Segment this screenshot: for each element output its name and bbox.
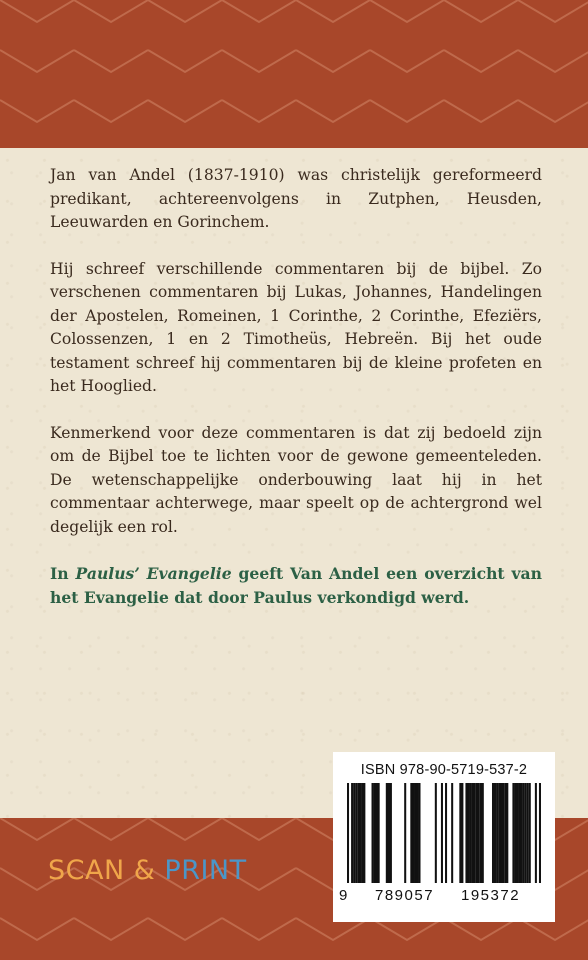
publisher-logo-print: PRINT bbox=[164, 855, 247, 886]
chevron-stroke bbox=[444, 100, 518, 122]
barcode-bar bbox=[521, 783, 523, 883]
barcode-bar bbox=[376, 783, 380, 883]
chevron-stroke bbox=[148, 100, 222, 122]
barcode-bar bbox=[347, 783, 349, 883]
barcode-bar bbox=[467, 783, 469, 883]
chevron-stroke bbox=[74, 818, 148, 840]
chevron-stroke bbox=[296, 50, 370, 72]
chevron-stroke bbox=[444, 50, 518, 72]
barcode-bar bbox=[535, 783, 537, 883]
publisher-logo-scan: SCAN bbox=[48, 855, 125, 886]
barcode-bar bbox=[353, 783, 355, 883]
barcode-bar bbox=[525, 783, 527, 883]
chevron-stroke bbox=[0, 0, 74, 22]
barcode-bar bbox=[445, 783, 447, 883]
barcode-bar bbox=[351, 783, 353, 883]
book-title-italic: Paulus’ Evangelie bbox=[75, 564, 232, 583]
barcode-bar bbox=[412, 783, 414, 883]
chevron-stroke bbox=[296, 100, 370, 122]
chevron-stroke bbox=[444, 0, 518, 22]
barcode-bar bbox=[359, 783, 361, 883]
barcode-bar bbox=[516, 783, 518, 883]
chevron-stroke bbox=[74, 100, 148, 122]
chevron-pattern-top bbox=[0, 0, 588, 148]
barcode-bar bbox=[514, 783, 516, 883]
barcode-bar bbox=[523, 783, 525, 883]
barcode-bar bbox=[480, 783, 484, 883]
barcode-bar bbox=[539, 783, 541, 883]
publisher-logo-ampersand: & bbox=[133, 855, 156, 886]
chevron-stroke bbox=[74, 918, 148, 940]
barcode-bar bbox=[459, 783, 463, 883]
barcode-bars bbox=[347, 783, 541, 883]
barcode-bar bbox=[512, 783, 514, 883]
chevron-stroke bbox=[518, 0, 588, 22]
barcode-digits-right: 195372 bbox=[461, 887, 521, 904]
summary-prefix: In bbox=[50, 564, 76, 583]
chevron-stroke bbox=[518, 100, 588, 122]
barcode-bar bbox=[441, 783, 443, 883]
barcode-bar bbox=[355, 783, 357, 883]
barcode-digit-first: 9 bbox=[339, 887, 349, 904]
barcode-bar bbox=[372, 783, 374, 883]
paragraph-author-bio: Jan van Andel (1837-1910) was christelijk gereformeerd predikant, achtereenvolgens in Zutphen, Heusden, Leeuwarden en Gorinchem. bbox=[50, 166, 542, 231]
chevron-stroke bbox=[222, 50, 296, 72]
chevron-stroke bbox=[74, 50, 148, 72]
barcode-bar bbox=[527, 783, 529, 883]
top-pattern-band bbox=[0, 0, 588, 148]
summary-suffix: geeft Van Andel een overzicht van het Evangelie dat door Paulus verkondigd werd. bbox=[50, 564, 542, 607]
barcode-bar bbox=[451, 783, 453, 883]
chevron-stroke bbox=[0, 100, 74, 122]
paragraph-characteristics: Kenmerkend voor deze commentaren is dat zij bedoeld zijn om de Bijbel toe te lichten voor de gewone gemeenteleden. De wetenschappelijke onderbouwing laat hij in het commentaar achterwege, maar speelt op de achtergrond wel degelijk een rol. bbox=[50, 423, 542, 536]
barcode-bar bbox=[472, 783, 476, 883]
chevron-stroke bbox=[0, 818, 74, 840]
back-cover-text bbox=[50, 164, 542, 632]
barcode-bar bbox=[496, 783, 498, 883]
chevron-stroke bbox=[222, 0, 296, 22]
chevron-stroke bbox=[74, 0, 148, 22]
barcode-bar bbox=[504, 783, 508, 883]
barcode-bar bbox=[476, 783, 480, 883]
barcode-bar bbox=[529, 783, 531, 883]
chevron-stroke bbox=[222, 918, 296, 940]
barcode-bar bbox=[388, 783, 392, 883]
barcode-digits-left: 789057 bbox=[375, 887, 435, 904]
chevron-stroke bbox=[518, 50, 588, 72]
chevron-stroke bbox=[148, 50, 222, 72]
isbn-label: ISBN 978-90-5719-537-2 bbox=[360, 762, 528, 778]
chevron-stroke bbox=[370, 50, 444, 72]
publisher-logo bbox=[48, 855, 247, 886]
barcode-bar bbox=[418, 783, 420, 883]
chevron-stroke bbox=[148, 818, 222, 840]
chevron-stroke bbox=[370, 100, 444, 122]
barcode-bar bbox=[404, 783, 406, 883]
barcode-bar bbox=[414, 783, 418, 883]
isbn-barcode bbox=[333, 752, 555, 922]
paragraph-commentaries: Hij schreef verschillende commentaren bij de bijbel. Zo verschenen commentaren bij Lukas, Johannes, Handelingen der Apostelen, Romeinen, 1 Corinthe, 2 Corinthe, Efeziërs, Colossenzen, 1 en 2 Timotheüs, Hebreën. Bij het oude testament schreef hij commentaren bij de kleine profeten en het Hooglied. bbox=[50, 259, 542, 395]
chevron-stroke bbox=[148, 0, 222, 22]
chevron-stroke bbox=[296, 0, 370, 22]
chevron-stroke bbox=[222, 100, 296, 122]
chevron-stroke bbox=[0, 918, 74, 940]
barcode-bar bbox=[435, 783, 437, 883]
chevron-stroke bbox=[148, 918, 222, 940]
barcode-bar bbox=[470, 783, 472, 883]
barcode-bar bbox=[492, 783, 496, 883]
chevron-stroke bbox=[222, 818, 296, 840]
chevron-stroke bbox=[0, 50, 74, 72]
barcode-bar bbox=[500, 783, 504, 883]
barcode-bar bbox=[361, 783, 365, 883]
chevron-stroke bbox=[370, 0, 444, 22]
paragraph-book-summary bbox=[50, 562, 542, 609]
